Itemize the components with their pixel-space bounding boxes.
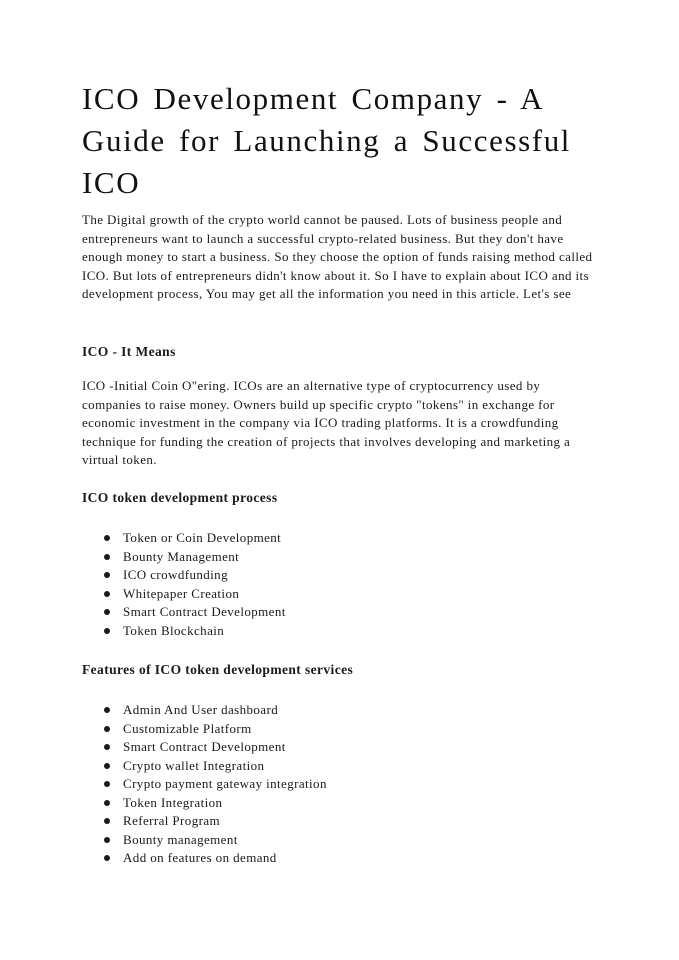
list-item-label: Token or Coin Development (123, 530, 282, 545)
list-item-label: Token Integration (123, 794, 223, 810)
ico-means-paragraph: ICO -Initial Coin O"ering. ICOs are an alternative type of cryptocurrency used by companies to raise money. Owners build up specific crypto "tokens" in exchange for economic investment in the company via ICO trading platforms. It is a crowdfunding technique for funding the creation of projects that involves developing and marketing a virtual token. (82, 378, 571, 467)
list-item-label: Crypto payment gateway integration (123, 776, 327, 791)
section-heading-features: Features of ICO token development services (82, 662, 354, 677)
list-item-label: Admin And User dashboard (123, 702, 279, 717)
bullet-icon (104, 628, 110, 634)
list-item (104, 622, 286, 641)
list-item (104, 812, 327, 831)
list-item-label: Customizable Platform (123, 720, 252, 736)
list-item-label: Add on features on demand (123, 850, 277, 865)
list-item-label: Crypto wallet Integration (123, 757, 265, 773)
bullet-icon (104, 763, 110, 769)
list-item-label: Smart Contract Development (123, 604, 286, 619)
list-item (104, 738, 327, 757)
list-item (104, 775, 327, 794)
list-item (104, 720, 327, 739)
page-title: ICO Development Company - A Guide for Launching a Successful ICO (82, 81, 572, 200)
section-heading-ico-means: ICO - It Means (82, 344, 176, 359)
list-item (104, 701, 327, 720)
list-item (104, 566, 286, 585)
bullet-icon (104, 591, 110, 597)
list-item (104, 757, 327, 776)
bullet-icon (104, 744, 110, 750)
bullet-icon (104, 855, 110, 861)
features-list (104, 701, 327, 868)
list-item-label: Whitepaper Creation (123, 585, 240, 601)
bullet-icon (104, 781, 110, 787)
list-item (104, 529, 286, 548)
bullet-icon (104, 837, 110, 843)
bullet-icon (104, 707, 110, 713)
bullet-icon (104, 609, 110, 615)
intro-paragraph: The Digital growth of the crypto world cannot be paused. Lots of business people and entrepreneurs want to launch a successful crypto-related business. But they don't have enough money to start a business. So they choose the option of funds raising method called ICO. But lots of entrepreneurs didn't know about it. So I have to explain about ICO and its development process, You may get all the information you need in this article. Let's see (82, 212, 593, 301)
bullet-icon (104, 800, 110, 806)
list-item (104, 794, 327, 813)
list-item-label: ICO crowdfunding (123, 567, 228, 582)
bullet-icon (104, 726, 110, 732)
list-item (104, 831, 327, 850)
bullet-icon (104, 535, 110, 541)
bullet-icon (104, 572, 110, 578)
bullet-icon (104, 554, 110, 560)
token-process-list (104, 529, 286, 640)
list-item-label: Bounty Management (123, 548, 240, 564)
list-item (104, 548, 286, 567)
list-item (104, 585, 286, 604)
bullet-icon (104, 818, 110, 824)
list-item (104, 603, 286, 622)
list-item-label: Smart Contract Development (123, 739, 286, 754)
list-item-label: Token Blockchain (123, 622, 225, 638)
list-item-label: Bounty management (123, 831, 238, 847)
section-heading-token-process: ICO token development process (82, 490, 278, 505)
list-item (104, 849, 327, 868)
list-item-label: Referral Program (123, 813, 220, 828)
